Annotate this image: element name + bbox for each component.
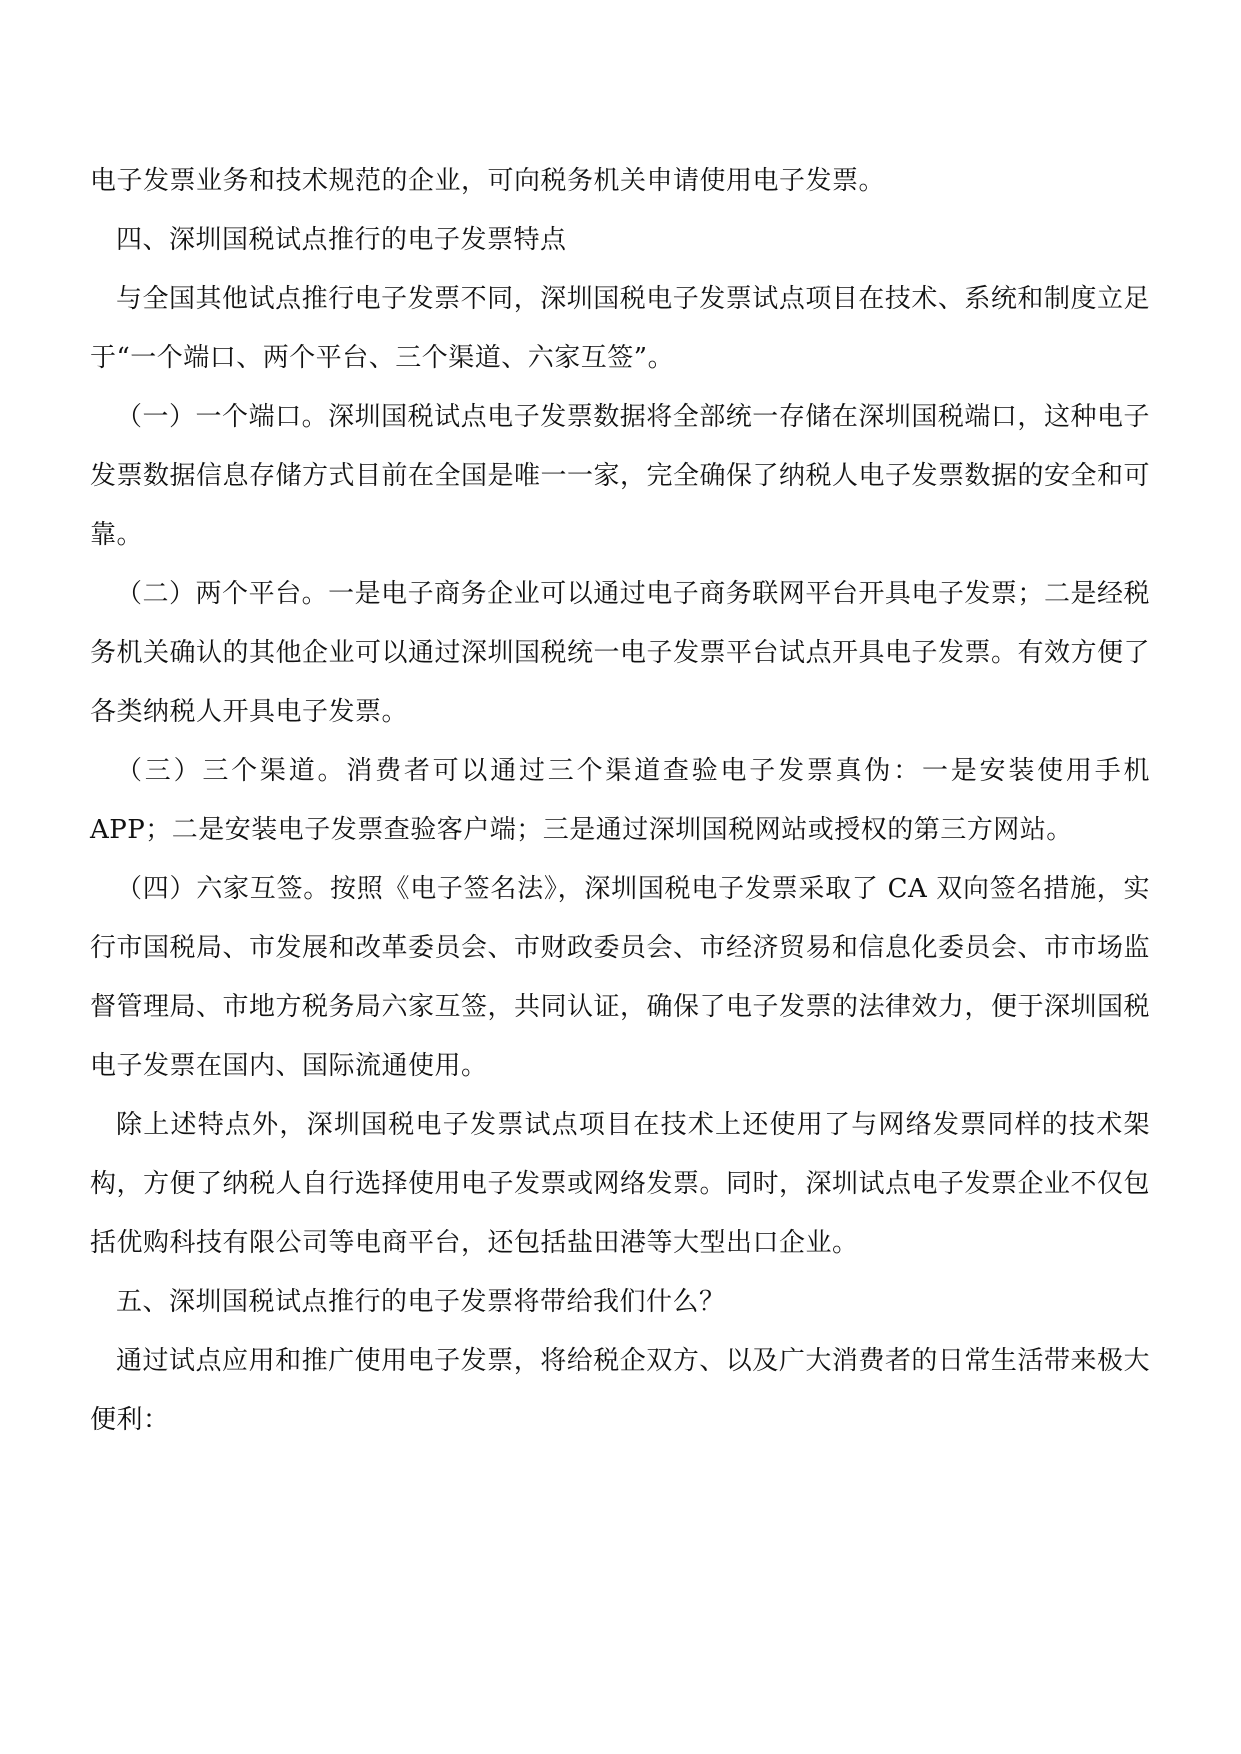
paragraph-continuation: 电子发票业务和技术规范的企业，可向税务机关申请使用电子发票。 — [90, 166, 886, 196]
paragraph-other-features: 除上述特点外，深圳国税电子发票试点项目在技术上还使用了与网络发票同样的技术架构，方便了纳税人自行选择使用电子发票或网络发票。同时，深圳试点电子发票企业不仅包括优购科技有限公司等电商平台，还包括盐田港等大型出口企业。 — [90, 1110, 1151, 1258]
paragraph-six-signatures: （四）六家互签。按照《电子签名法》，深圳国税电子发票采取了 CA 双向签名措施，实行市国税局、市发展和改革委员会、市财政委员会、市经济贸易和信息化委员会、市市场监督管理局、市地方税务局六家互签，共同认证，确保了电子发票的法律效力，便于深圳国税电子发票在国内、国际流通使用。 — [90, 874, 1151, 1081]
paragraph-two-platforms: （二）两个平台。一是电子商务企业可以通过电子商务联网平台开具电子发票；二是经税务机关确认的其他企业可以通过深圳国税统一电子发票平台试点开具电子发票。有效方便了各类纳税人开具电子发票。 — [90, 579, 1151, 727]
paragraph-three-channels: （三）三个渠道。消费者可以通过三个渠道查验电子发票真伪：一是安装使用手机 APP；二是安装电子发票查验客户端；三是通过深圳国税网站或授权的第三方网站。 — [90, 756, 1150, 845]
paragraph-one-port: （一）一个端口。深圳国税试点电子发票数据将全部统一存储在深圳国税端口，这种电子发票数据信息存储方式目前在全国是唯一一家，完全确保了纳税人电子发票数据的安全和可靠。 — [90, 402, 1151, 550]
paragraph-benefits-intro: 通过试点应用和推广使用电子发票，将给税企双方、以及广大消费者的日常生活带来极大便利： — [90, 1346, 1150, 1435]
section-heading-five: 五、深圳国税试点推行的电子发票将带给我们什么？ — [116, 1287, 726, 1317]
document-body — [90, 152, 1150, 1450]
paragraph-intro-features: 与全国其他试点推行电子发票不同，深圳国税电子发票试点项目在技术、系统和制度立足于“一个端口、两个平台、三个渠道、六家互签”。 — [90, 284, 1150, 373]
section-heading-four: 四、深圳国税试点推行的电子发票特点 — [116, 225, 567, 255]
